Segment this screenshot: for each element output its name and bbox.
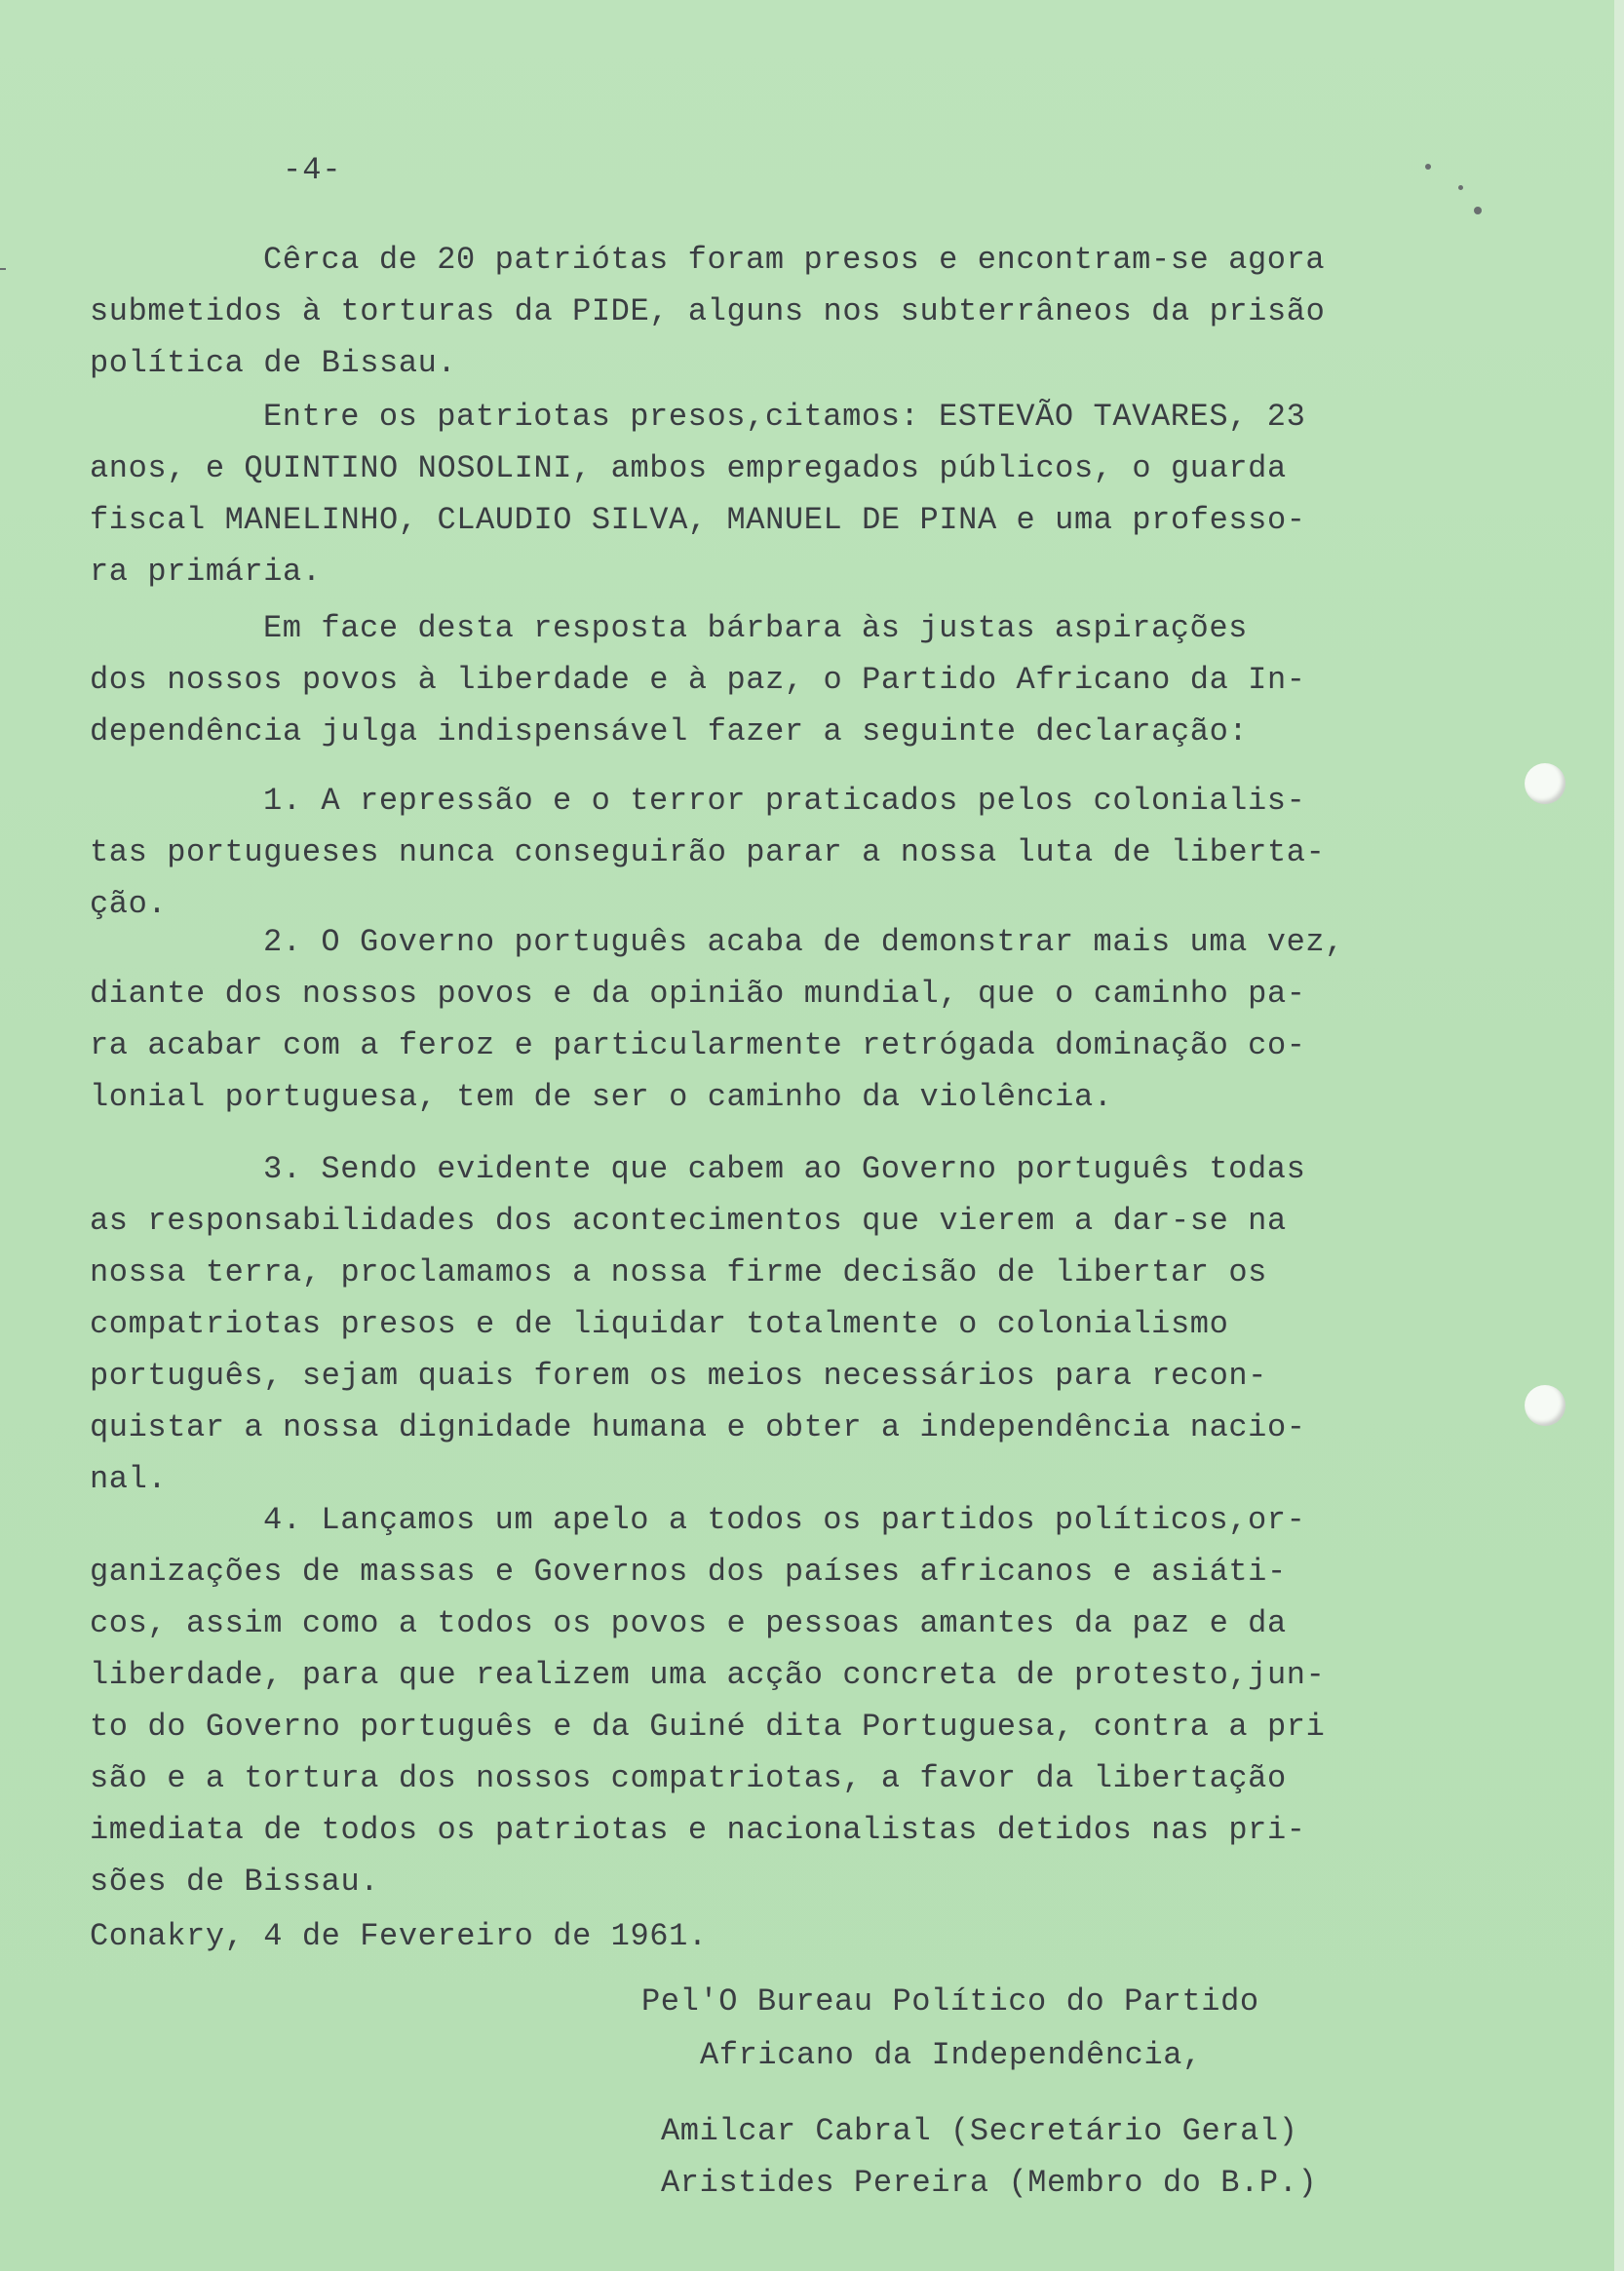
text-line: 2. O Governo português acaba de demonstrar mais uma vez, xyxy=(263,924,1344,960)
text-line: ra acabar com a feroz e particularmente retrógada dominação co- xyxy=(90,1027,1306,1063)
signature-org-line-1: Pel'O Bureau Político do Partido xyxy=(641,1983,1259,2020)
ink-speck xyxy=(1458,185,1463,190)
text-line: ra primária. xyxy=(90,554,322,590)
text-line: são e a tortura dos nossos compatriotas, a favor da libertação xyxy=(90,1760,1287,1796)
declaration-point-3 xyxy=(90,1143,1357,1505)
text-line: fiscal MANELINHO, CLAUDIO SILVA, MANUEL DE PINA e uma professo- xyxy=(90,502,1306,538)
declaration-point-1 xyxy=(90,775,1357,930)
paragraph-prisoners xyxy=(90,391,1357,597)
text-line: 3. Sendo evidente que cabem ao Governo português todas xyxy=(263,1151,1306,1187)
text-line: sões de Bissau. xyxy=(90,1864,380,1900)
text-line: as responsabilidades dos acontecimentos que vierem a dar-se na xyxy=(90,1203,1287,1239)
text-line: imediata de todos os patriotas e nacionalistas detidos nas pri- xyxy=(90,1812,1306,1848)
text-line: dos nossos povos à liberdade e à paz, o Partido Africano da In- xyxy=(90,662,1306,698)
text-line: liberdade, para que realizem uma acção concreta de protesto,jun- xyxy=(90,1657,1326,1693)
text-line: ganizações de massas e Governos dos países africanos e asiáti- xyxy=(90,1554,1287,1590)
text-line: Entre os patriotas presos,citamos: ESTEVÃO TAVARES, 23 xyxy=(263,399,1306,435)
place-and-date xyxy=(90,1910,1357,1962)
punch-hole-bottom xyxy=(1525,1385,1566,1426)
page-mark xyxy=(0,268,6,270)
ink-speck xyxy=(1425,164,1431,170)
paragraph-arrests xyxy=(90,234,1357,389)
text-line: diante dos nossos povos e da opinião mundial, que o caminho pa- xyxy=(90,976,1306,1012)
signature-cabral: Amilcar Cabral (Secretário Geral) xyxy=(661,2113,1298,2149)
declaration-point-2 xyxy=(90,916,1357,1123)
place-date-line: Conakry, 4 de Fevereiro de 1961. xyxy=(90,1918,708,1954)
paper-edge xyxy=(1614,0,1624,2271)
text-line: quistar a nossa dignidade humana e obter a independência nacio- xyxy=(90,1409,1306,1445)
text-line: tas portugueses nunca conseguirão parar a nossa luta de liberta- xyxy=(90,834,1326,870)
paragraph-declaration-intro xyxy=(90,602,1357,757)
text-line: 1. A repressão e o terror praticados pelos colonialis- xyxy=(263,783,1306,819)
punch-hole-top xyxy=(1525,763,1566,804)
signature-pereira: Aristides Pereira (Membro do B.P.) xyxy=(661,2165,1318,2201)
text-line: Em face desta resposta bárbara às justas aspirações xyxy=(263,610,1248,646)
text-line: to do Governo português e da Guiné dita Portuguesa, contra a pri xyxy=(90,1709,1326,1745)
page-number: -4- xyxy=(283,152,342,188)
text-line: anos, e QUINTINO NOSOLINI, ambos empregados públicos, o guarda xyxy=(90,450,1287,486)
text-line: nal. xyxy=(90,1461,168,1497)
text-line: política de Bissau. xyxy=(90,345,457,381)
text-line: ção. xyxy=(90,886,168,922)
text-line: compatriotas presos e de liquidar totalmente o colonialismo xyxy=(90,1306,1229,1342)
text-line: cos, assim como a todos os povos e pessoas amantes da paz e da xyxy=(90,1605,1287,1641)
text-line: submetidos à torturas da PIDE, alguns nos subterrâneos da prisão xyxy=(90,293,1326,329)
text-line: 4. Lançamos um apelo a todos os partidos políticos,or- xyxy=(263,1502,1306,1538)
text-line: dependência julga indispensável fazer a seguinte declaração: xyxy=(90,713,1249,750)
text-line: lonial portuguesa, tem de ser o caminho da violência. xyxy=(90,1079,1113,1115)
text-line: Cêrca de 20 patriótas foram presos e encontram-se agora xyxy=(263,242,1326,278)
ink-speck xyxy=(1474,207,1482,214)
text-line: nossa terra, proclamamos a nossa firme decisão de libertar os xyxy=(90,1254,1267,1290)
text-line: português, sejam quais forem os meios necessários para recon- xyxy=(90,1358,1267,1394)
signature-org-line-2: Africano da Independência, xyxy=(700,2037,1202,2073)
declaration-point-4 xyxy=(90,1494,1357,1907)
